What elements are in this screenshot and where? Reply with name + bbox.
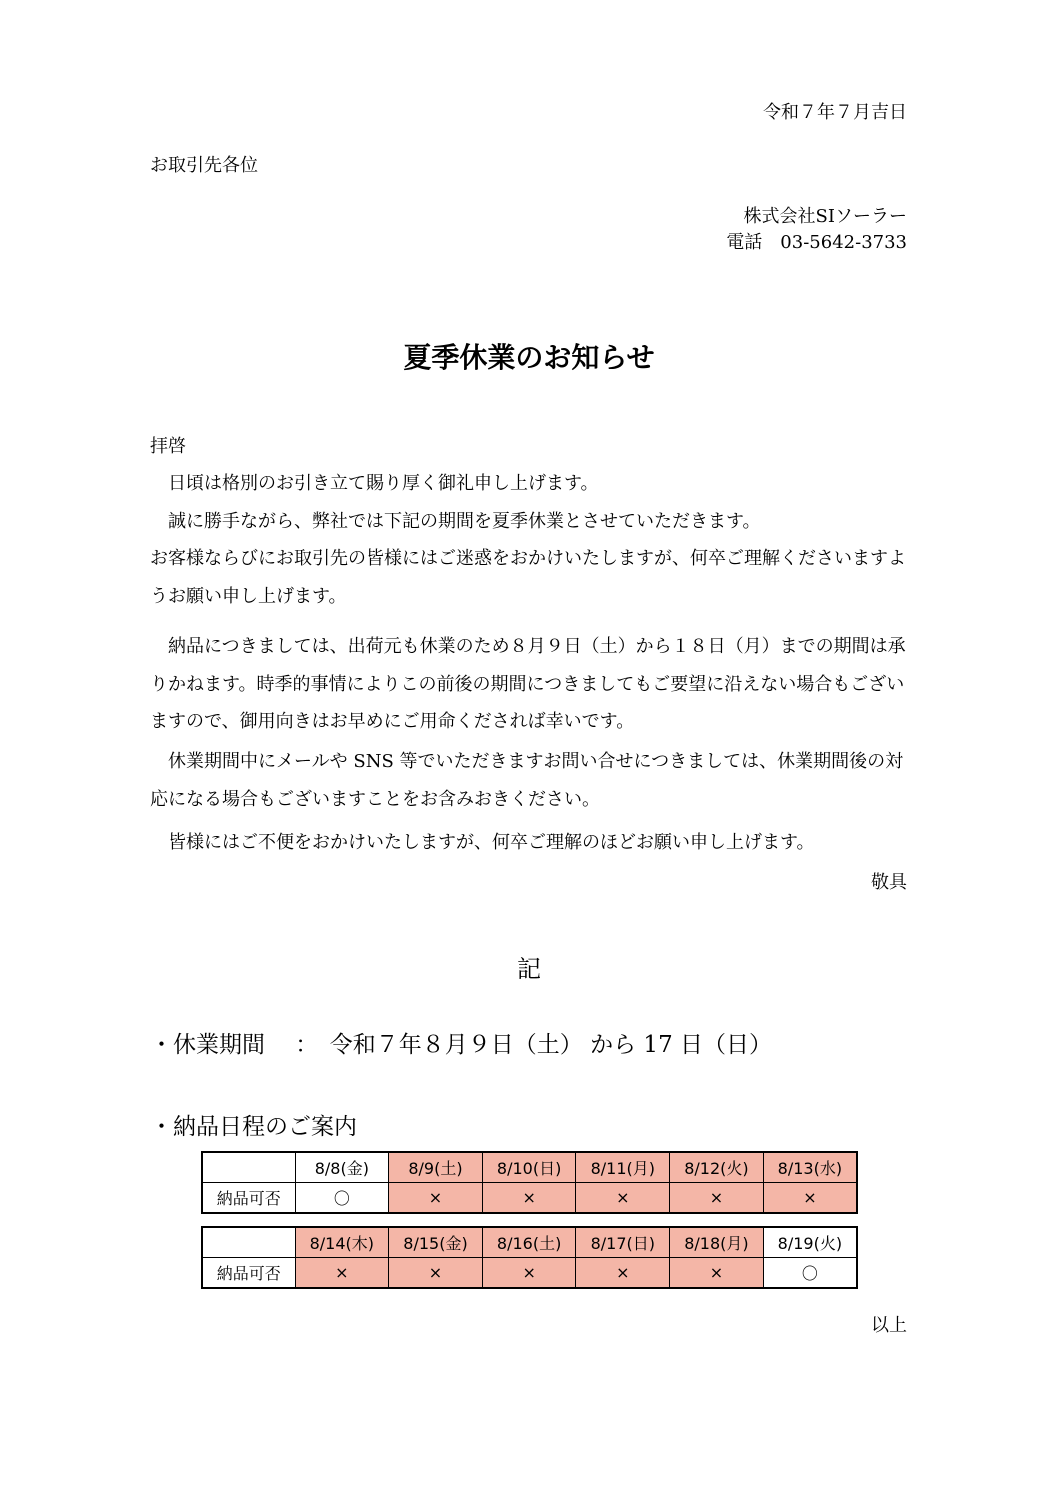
mark-cell: × bbox=[389, 1258, 483, 1289]
schedule-heading: ・納品日程のご案内 bbox=[150, 1114, 357, 1140]
company-name: 株式会社SIソーラー bbox=[743, 206, 907, 227]
table-row bbox=[202, 1227, 857, 1258]
table-header-empty bbox=[202, 1227, 295, 1258]
paragraph-5: 休業期間中にメールや SNS 等でいただきますお問い合せにつきましては、休業期間後の対応になる場合もございますことをお含みおきください。 bbox=[150, 751, 904, 810]
ki-heading: 記 bbox=[517, 955, 541, 983]
mark-cell: 〇 bbox=[295, 1183, 389, 1214]
paragraph-1: 日頃は格別のお引き立て賜り厚く御礼申し上げます。 bbox=[150, 473, 599, 494]
date-cell: 8/16(土) bbox=[482, 1227, 576, 1258]
document-date: 令和７年７月吉日 bbox=[763, 102, 907, 123]
date-cell: 8/14(木) bbox=[295, 1227, 389, 1258]
date-cell: 8/8(金) bbox=[295, 1152, 389, 1183]
date-cell: 8/15(金) bbox=[389, 1227, 483, 1258]
mark-cell: × bbox=[389, 1183, 483, 1214]
paragraph-3: お客様ならびにお取引先の皆様にはご迷惑をおかけいたしますが、何卒ご理解くださいますようお願い申し上げます。 bbox=[150, 548, 906, 607]
date-cell: 8/12(火) bbox=[670, 1152, 764, 1183]
greeting: 拝啓 bbox=[150, 436, 186, 457]
holiday-period: ・休業期間 ： 令和７年８月９日（土） から 17 日（日） bbox=[150, 1032, 773, 1058]
mark-cell: × bbox=[576, 1258, 670, 1289]
row-label: 納品可否 bbox=[202, 1183, 295, 1214]
date-cell: 8/17(日) bbox=[576, 1227, 670, 1258]
paragraph-2: 誠に勝手ながら、弊社では下記の期間を夏季休業とさせていただきます。 bbox=[150, 511, 761, 532]
table-row bbox=[202, 1183, 857, 1214]
mark-cell: × bbox=[670, 1183, 764, 1214]
date-cell: 8/9(土) bbox=[389, 1152, 483, 1183]
date-cell: 8/13(水) bbox=[763, 1152, 857, 1183]
closing: 敬具 bbox=[871, 872, 907, 893]
recipient: お取引先各位 bbox=[150, 155, 258, 176]
mark-cell: 〇 bbox=[763, 1258, 857, 1289]
delivery-table-2 bbox=[201, 1226, 858, 1289]
date-cell: 8/10(日) bbox=[482, 1152, 576, 1183]
date-cell: 8/19(火) bbox=[763, 1227, 857, 1258]
delivery-table-1 bbox=[201, 1151, 858, 1214]
company-phone: 電話 03-5642-3733 bbox=[726, 232, 907, 253]
table-row bbox=[202, 1258, 857, 1289]
date-cell: 8/18(月) bbox=[670, 1227, 764, 1258]
mark-cell: × bbox=[295, 1258, 389, 1289]
row-label: 納品可否 bbox=[202, 1258, 295, 1289]
mark-cell: × bbox=[482, 1258, 576, 1289]
mark-cell: × bbox=[763, 1183, 857, 1214]
page-title: 夏季休業のお知らせ bbox=[403, 341, 655, 374]
mark-cell: × bbox=[670, 1258, 764, 1289]
table-header-empty bbox=[202, 1152, 295, 1183]
date-cell: 8/11(月) bbox=[576, 1152, 670, 1183]
paragraph-4: 納品につきましては、出荷元も休業のため８月９日（土）から１８日（月）までの期間は承りかねます。時季的事情によりこの前後の期間につきましてもご要望に沿えない場合もございますので、御用向きはお早めにご用命くだされば幸いです。 bbox=[150, 636, 906, 732]
mark-cell: × bbox=[576, 1183, 670, 1214]
table-row bbox=[202, 1152, 857, 1183]
end-mark: 以上 bbox=[871, 1315, 907, 1336]
mark-cell: × bbox=[482, 1183, 576, 1214]
paragraph-6: 皆様にはご不便をおかけいたしますが、何卒ご理解のほどお願い申し上げます。 bbox=[150, 832, 815, 853]
